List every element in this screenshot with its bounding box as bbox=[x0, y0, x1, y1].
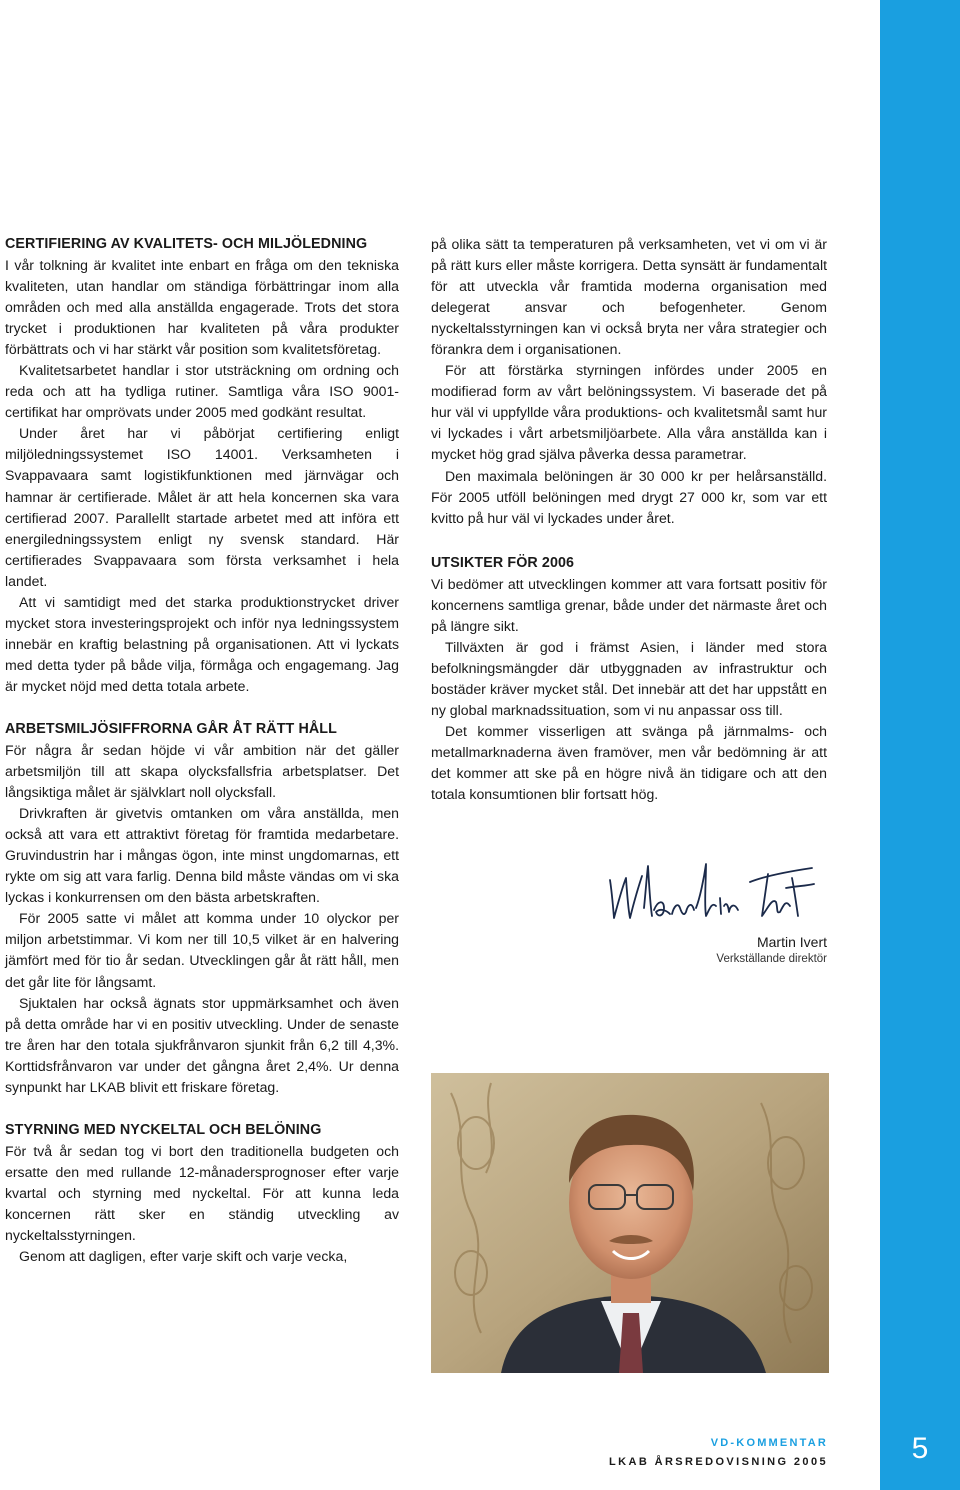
footer-report-title: LKAB ÅRSREDOVISNING 2005 bbox=[609, 1456, 828, 1468]
paragraph: Vi bedömer att utvecklingen kommer att vara fortsatt positiv för koncernens samtliga grenar, både under det närmaste året och på längre sikt. bbox=[431, 575, 827, 634]
paragraph: Sjuktalen har också ägnats stor uppmärksamhet och även på detta område har vi en positiv utveckling. Under de senaste tre åren har den totala sjukfrånvaron sjunkit från 6,2 till 4,3%. Korttidsfrånvaron var under det gångna året 2,4%. Ur denna synpunkt har LKAB blivit ett friskare företag. bbox=[5, 994, 399, 1095]
footer-section-label: VD-KOMMENTAR bbox=[710, 1437, 828, 1449]
paragraph: För några år sedan höjde vi vår ambition när det gäller arbetsmiljön till att skapa olycksfallsfria arbetsplatser. Det långsiktiga målet är självklart noll olycksfall. bbox=[5, 741, 399, 801]
paragraph: Drivkraften är givetvis omtanken om våra anställda, men också att vara ett attraktivt företag för framtida medarbetare. Gruvindustrin har i mångas ögon, inte minst ungdomarnas, ett rykte om sig att vara farlig. Denna bild måste vändas om vi ska lyckas i konkurrensen om den bästa arbetskraften. bbox=[5, 805, 399, 906]
page-number: 5 bbox=[911, 1432, 929, 1465]
paragraph: Under året har vi påbörjat certifiering enligt miljöledningssystemet ISO 14001. Verksamheten i Svappavaara samt logistikfunktionen med järnvägar och hamnar är certifierade. Målet är att hela koncernen ska vara certifierad 2007. Parallellt startade arbetet med att införa ett energiledningssystem enligt ny svensk standard. Här certifierades Svappavaara som första verksamhet i hela landet. bbox=[5, 425, 399, 589]
heading-certifiering: CERTIFIERING AV KVALITETS- OCH MILJÖLEDNING bbox=[5, 236, 368, 252]
paragraph: Kvalitetsarbetet handlar i stor utsträckning om ordning och reda och att ha tydliga rutiner. Samtliga våra ISO 9001-certifikat har omprövats under 2005 med godkänt resultat. bbox=[5, 362, 399, 421]
paragraph: Tillväxten är god i främst Asien, i länder med stora befolkningsmängder där utbyggnaden av infrastruktur och bostäder kräver mycket stål. Det innebär att det har uppstått en ny global marknadssituation, som vi nu anpassar oss till. bbox=[431, 638, 827, 718]
paragraph: För två år sedan tog vi bort den traditionella budgeten och ersatte den med rullande 12-månadersprognoser efter varje kvartal och styrning med nyckeltal. För att kunna leda koncernen rätt sker en ständig utveckling av nyckeltalsstyrningen. bbox=[5, 1142, 399, 1243]
blue-margin-bar bbox=[880, 0, 960, 1490]
right-column bbox=[431, 234, 827, 805]
heading-arbetsmiljo: ARBETSMILJÖSIFFRORNA GÅR ÅT RÄTT HÅLL bbox=[5, 720, 337, 737]
paragraph: på olika sätt ta temperaturen på verksamheten, vet vi om vi är på rätt kurs eller måste korrigera. Detta synsätt är fundamentalt för att utveckla vår framtida moderna organisation med delegerat ansvar och befogenheter. Genom nyckeltalsstyrningen kan vi också bryta ner våra strategier och förankra dem i organisationen. bbox=[431, 236, 827, 358]
left-column bbox=[5, 228, 399, 1267]
heading-utsikter: UTSIKTER FÖR 2006 bbox=[431, 554, 575, 571]
paragraph: Det kommer visserligen att svänga på järnmalms- och metallmarknaderna även framöver, men vår bedömning är att det kommer att ske på en högre nivå än tidigare och att den totala konsumtionen blir fortsatt hög. bbox=[431, 722, 827, 803]
paragraph: Att vi samtidigt med det starka produktionstrycket driver mycket stora investeringsprojekt och inför nya ledningssystem innebär en kraftig belastning på organisationen. Att vi lyckats med detta tyder på både vilja, förmåga och engagemang. Jag är mycket nöjd med detta totala arbete. bbox=[5, 593, 399, 694]
paragraph: Genom att dagligen, efter varje skift och varje vecka, bbox=[19, 1248, 348, 1265]
signature-name: Martin Ivert bbox=[756, 934, 827, 950]
paragraph: För att förstärka styrningen infördes under 2005 en modifierad form av vårt belöningssystem. Vi baserade det på hur väl vi uppfyllde våra produktions- och kvalitetsmål samt hur vi lyckades i vårt arbetsmiljöarbete. Alla våra anställda kan i mycket hög grad själva påverka dessa parametrar. bbox=[431, 362, 827, 463]
heading-styrning: STYRNING MED NYCKELTAL OCH BELÖNING bbox=[5, 1121, 322, 1138]
paragraph: Den maximala belöningen är 30 000 kr per helårsanställd. För 2005 utföll belöningen med drygt 27 000 kr, som var ett kvitto på hur väl vi lyckades under året. bbox=[431, 467, 827, 526]
signature-title: Verkställande direktör bbox=[716, 953, 827, 965]
portrait-photo bbox=[431, 1073, 829, 1373]
handwritten-signature bbox=[600, 858, 830, 930]
paragraph: För 2005 satte vi målet att komma under 10 olyckor per miljon arbetstimmar. Vi kom ner till 10,5 vilket är en halvering jämfört med för tio år sedan. Utvecklingen går åt rätt håll, men det går lite för långsamt. bbox=[5, 910, 399, 990]
paragraph: I vår tolkning är kvalitet inte enbart en fråga om den tekniska kvaliteten, utan handlar om ständiga förbättringar inom alla områden och med alla anställda engagerade. Trots det stora trycket i produktionen har kvaliteten på våra produkter förbättrats och vi har stärkt vår position som kvalitetsföretag. bbox=[5, 257, 399, 358]
